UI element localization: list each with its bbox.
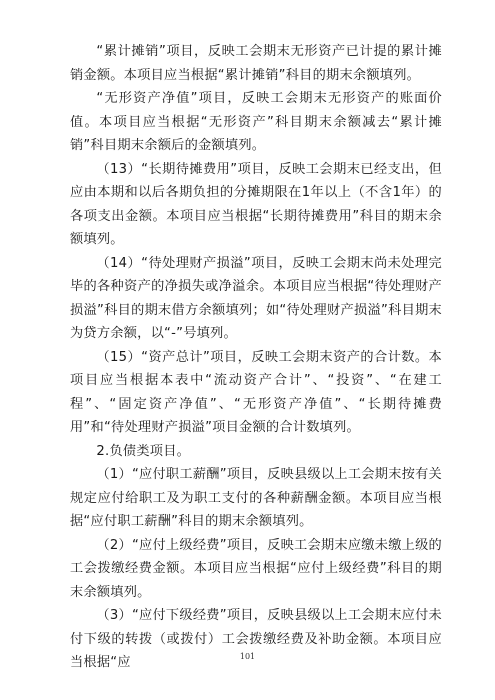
paragraph-payable-to-superior: （2）“应付上级经费”项目，反映工会期末应缴未缴上级的工会拨缴经费金额。本项目应当根据“应付上级经费”科目的期末余额填列。	[70, 537, 442, 600]
paragraph-intangible-net-value: “无形资产净值”项目，反映工会期末无形资产的账面价值。本项目应当根据“无形资产”科目期末余额减去“累计摊销”科目期末余额后的金额填列。	[70, 91, 442, 153]
paragraph-payroll-payable: （1）“应付职工薪酬”项目，反映县级以上工会期末按有关规定应付给职工及为职工支付的各种薪酬金额。本项目应当根据“应付职工薪酬”科目的期末余额填列。	[70, 467, 442, 529]
paragraph-accumulated-amortization: “累计摊销”项目，反映工会期末无形资产已计提的累计摊销金额。本项目应当根据“累计摊销”科目的期末余额填列。	[70, 44, 442, 83]
page-number: 101	[239, 652, 256, 661]
paragraph-payable-to-subordinate: （3）“应付下级经费”项目，反映县级以上工会期末应付未付下级的转拨（或拨付）工会拨缴经费及补助金额。本项目应当根据“应	[70, 608, 442, 670]
paragraph-pending-property-loss: （14）“待处理财产损溢”项目，反映工会期末尚未处理完毕的各种资产的净损失或净溢余。本项目应当根据“待处理财产损溢”科目的期末借方余额填列；如“待处理财产损溢”科目期末为贷方余额，以“-”号填列。	[70, 255, 442, 341]
section-heading-liabilities: 2.负债类项目。	[96, 443, 191, 459]
paragraph-total-assets: （15）“资产总计”项目，反映工会期末资产的合计数。本项目应当根据本表中“流动资产合计”、“投资”、“在建工程”、“固定资产净值”、“无形资产净值”、“长期待摊费用”和“待处理财产损溢”项目金额的合计数填列。	[70, 349, 442, 435]
paragraph-long-term-prepaid: （13）“长期待摊费用”项目，反映工会期末已经支出，但应由本期和以后各期负担的分摊期限在1年以上（不含1年）的各项支出金额。本项目应当根据“长期待摊费用”科目的期末余额填列。	[70, 161, 442, 247]
page-body	[70, 40, 442, 675]
